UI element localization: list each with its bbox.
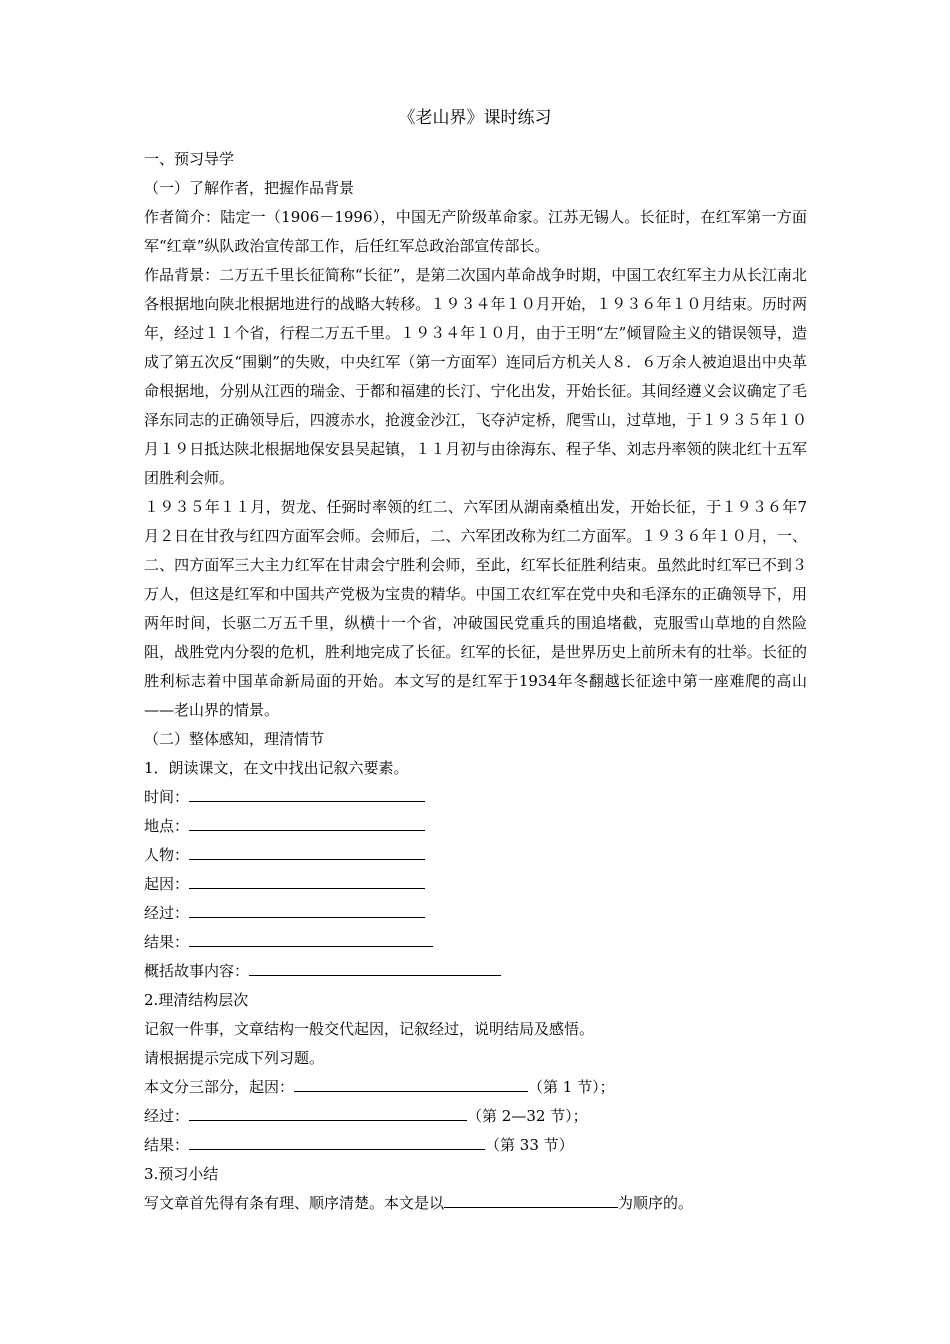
element-row-time: [144, 783, 807, 812]
structure-answer-blank[interactable]: [189, 1105, 467, 1121]
answer-blank[interactable]: [189, 931, 433, 947]
subsection-heading-author: （一）了解作者，把握作品背景: [144, 179, 355, 197]
structure-answer-blank[interactable]: [294, 1076, 528, 1092]
question-3: 3.预习小结: [144, 1165, 219, 1183]
answer-blank[interactable]: [189, 902, 425, 918]
page-title: 《老山界》课时练习: [398, 108, 552, 128]
background-paragraph-1: 作品背景：二万五千里长征简称“长征”，是第二次国内革命战争时期，中国工农红军主力从长江南北各根据地向陕北根据地进行的战略大转移。１９３４年１０月开始，１９３６年１０月结束。历时两年，经过１１个省，行程二万五千里。１９３４年１０月，由于王明“左”倾冒险主义的错误领导，造成了第五次反“围剿”的失败，中央红军（第一方面军）连同后方机关人８．６万余人被迫退出中央革命根据地，分别从江西的瑞金、于都和福建的长汀、宁化出发，开始长征。其间经遵义会议确定了毛泽东同志的正确领导后，四渡赤水，抢渡金沙江，飞夺泸定桥，爬雪山，过草地，于１９３５年１０月１９日抵达陕北根据地保安县吴起镇，１１月初与由徐海东、程子华、刘志丹率领的陕北红十五军团胜利会师。: [144, 266, 807, 487]
answer-blank[interactable]: [189, 873, 425, 889]
element-row-process: [144, 899, 807, 928]
question-2: 2.理清结构层次: [144, 991, 249, 1009]
section-heading-preview: 一、预习导学: [144, 150, 235, 168]
structure-suffix: （第 2—32 节）；: [467, 1107, 588, 1125]
structure-answer-blank[interactable]: [189, 1134, 485, 1150]
structure-suffix: （第 1 节）；: [528, 1078, 615, 1096]
summary-sentence-row: [144, 1189, 807, 1218]
answer-blank[interactable]: [189, 815, 425, 831]
structure-label: 经过：: [144, 1107, 190, 1125]
element-row-cause: [144, 870, 807, 899]
structure-label: 本文分三部分，起因：: [144, 1078, 295, 1096]
summary-sentence-suffix: 为顺序的。: [618, 1194, 694, 1212]
element-label: 地点：: [144, 817, 190, 835]
structure-suffix: （第 33 节）: [485, 1136, 574, 1154]
element-row-result: [144, 928, 807, 957]
element-label: 时间：: [144, 788, 190, 806]
answer-blank[interactable]: [189, 786, 425, 802]
structure-label: 结果：: [144, 1136, 190, 1154]
element-label: 人物：: [144, 846, 190, 864]
background-paragraph-2: １９３５年１１月，贺龙、任弼时率领的红二、六军团从湖南桑植出发，开始长征，于１９３６年7月２日在甘孜与红四方面军会师。会师后，二、六军团改称为红二方面军。１９３６年１０月，一、二、四方面军三大主力红军在甘肃会宁胜利会师，至此，红军长征胜利结束。虽然此时红军已不到３万人，但这是红军和中国共产党极为宝贵的精华。中国工农红军在党中央和毛泽东的正确领导下，用两年时间，长驱二万五千里，纵横十一个省，冲破国民党重兵的围追堵截，克服雪山草地的自然险阻，战胜党内分裂的危机，胜利地完成了长征。红军的长征，是世界历史上前所未有的壮举。长征的胜利标志着中国革命新局面的开始。本文写的是红军于1934年冬翻越长征途中第一座难爬的高山——老山界的情景。: [144, 498, 807, 719]
document-body: [144, 145, 807, 1218]
question-2-instruction: 请根据提示完成下列习题。: [144, 1049, 325, 1067]
summary-row: [144, 957, 807, 986]
author-intro-paragraph: 作者简介：陆定一（1906－1996），中国无产阶级革命家。江苏无锡人。长征时，在红军第一方面军“红章”纵队政治宣传部工作，后任红军总政治部宣传部长。: [144, 208, 807, 255]
element-label: 起因：: [144, 875, 190, 893]
structure-row-cause: [144, 1073, 807, 1102]
question-1: 1．朗读课文，在文中找出记叙六要素。: [144, 759, 409, 777]
question-2-hint: 记叙一件事，文章结构一般交代起因，记叙经过，说明结局及感悟。: [144, 1020, 595, 1038]
subsection-heading-overview: （二）整体感知，理清情节: [144, 730, 325, 748]
order-answer-blank[interactable]: [444, 1192, 618, 1208]
element-label: 结果：: [144, 933, 190, 951]
structure-row-result: [144, 1131, 807, 1160]
answer-blank[interactable]: [189, 844, 425, 860]
element-label: 经过：: [144, 904, 190, 922]
element-row-people: [144, 841, 807, 870]
element-row-place: [144, 812, 807, 841]
summary-label: 概括故事内容：: [144, 962, 250, 980]
summary-sentence-prefix: 写文章首先得有条有理、顺序清楚。本文是以: [144, 1194, 445, 1212]
structure-row-process: [144, 1102, 807, 1131]
summary-answer-blank[interactable]: [249, 960, 501, 976]
